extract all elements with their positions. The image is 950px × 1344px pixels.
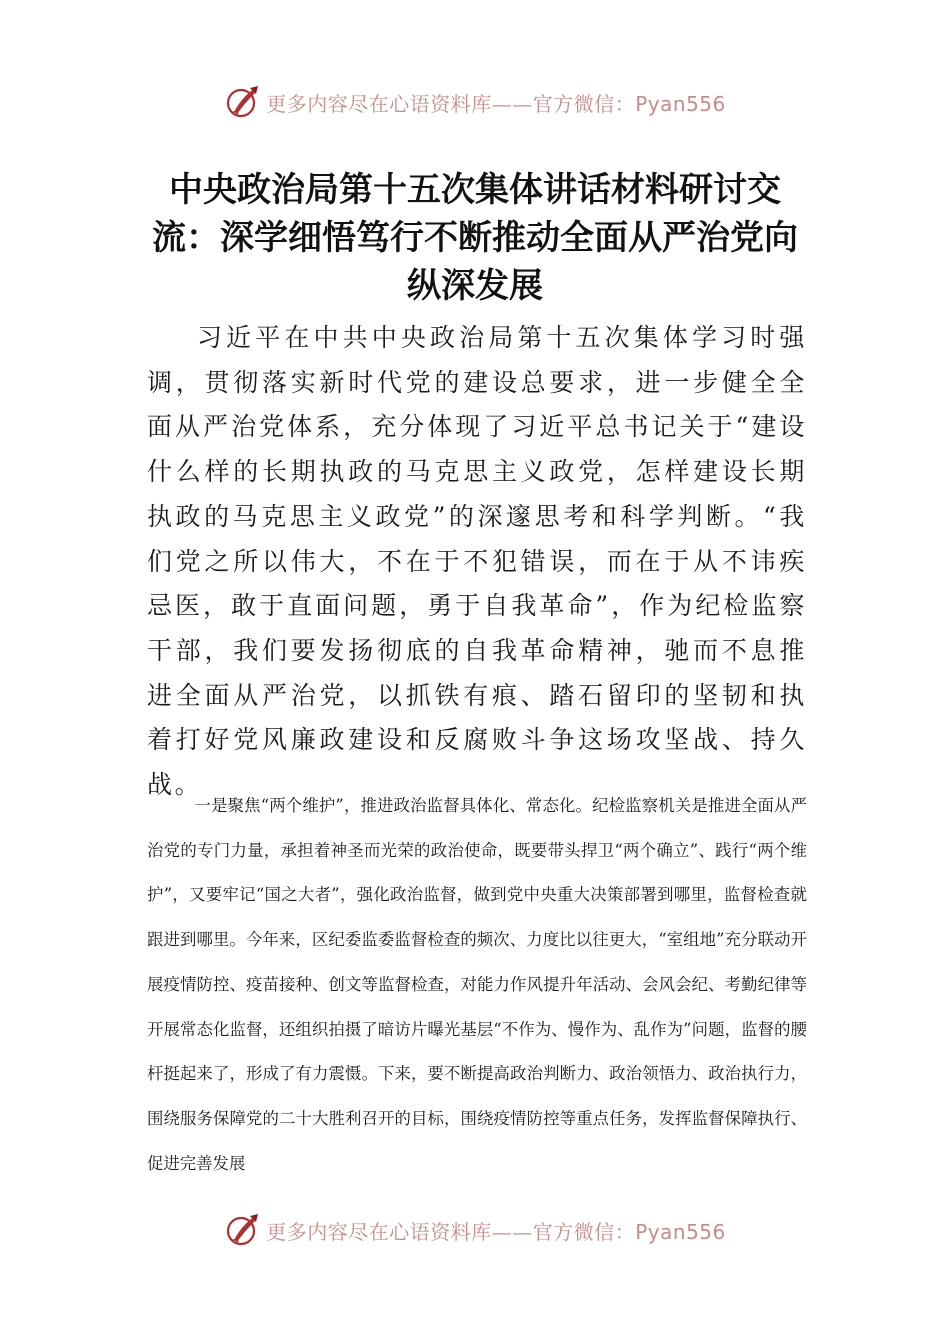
pen-logo-icon: [224, 82, 264, 122]
watermark-site: 更多内容尽在心语资料库: [266, 91, 492, 116]
pen-logo-icon: [224, 1210, 264, 1250]
watermark-wechat-id: Pyan556: [635, 91, 726, 116]
watermark-wechat-label: 官方微信：: [532, 91, 636, 116]
watermark-dash: ——: [491, 91, 533, 116]
watermark-text: [266, 1216, 726, 1245]
watermark-site: 更多内容尽在心语资料库: [266, 1219, 492, 1244]
document-title: 中央政治局第十五次集体讲话材料研讨交流：深学细悟笃行不断推动全面从严治党向纵深发展: [152, 170, 798, 306]
watermark-wechat-label: 官方微信：: [532, 1219, 636, 1244]
watermark-text: [266, 88, 726, 117]
watermark-dash: ——: [491, 1219, 533, 1244]
lead-paragraph: 习近平在中共中央政治局第十五次集体学习时强调，贯彻落实新时代党的建设总要求，进一步健全全面从严治党体系，充分体现了习近平总书记关于“建设什么样的长期执政的马克思主义政党，怎样建设长期执政的马克思主义政党”的深邃思考和科学判断。“我们党之所以伟大，不在于不犯错误，而在于从不讳疾忌医，敢于直面问题，勇于自我革命”，作为纪检监察干部，我们要发扬彻底的自我革命精神，驰而不息推进全面从严治党，以抓铁有痕、踏石留印的坚韧和执着打好党风廉政建设和反腐败斗争这场攻坚战、持久战。: [147, 323, 807, 800]
footer-watermark: [0, 1210, 950, 1250]
watermark-wechat-id: Pyan556: [635, 1219, 726, 1244]
header-watermark: [0, 82, 950, 122]
body-paragraph: 一是聚焦“两个维护”，推进政治监督具体化、常态化。纪检监察机关是推进全面从严治党的专门力量，承担着神圣而光荣的政治使命，既要带头捍卫“两个确立”、践行“两个维护”，又要牢记“国之大者”，强化政治监督，做到党中央重大决策部署到哪里，监督检查就跟进到哪里。今年来，区纪委监委监督检查的频次、力度比以往更大，“室组地”充分联动开展疫情防控、疫苗接种、创文等监督检查，对能力作风提升年活动、会风会纪、考勤纪律等开展常态化监督，还组织拍摄了暗访片曝光基层“不作为、慢作为、乱作为”问题，监督的腰杆挺起来了，形成了有力震慑。下来，要不断提高政治判断力、政治领悟力、政治执行力，围绕服务保障党的二十大胜利召开的目标，围绕疫情防控等重点任务，发挥监督保障执行、促进完善发展: [147, 796, 807, 1173]
